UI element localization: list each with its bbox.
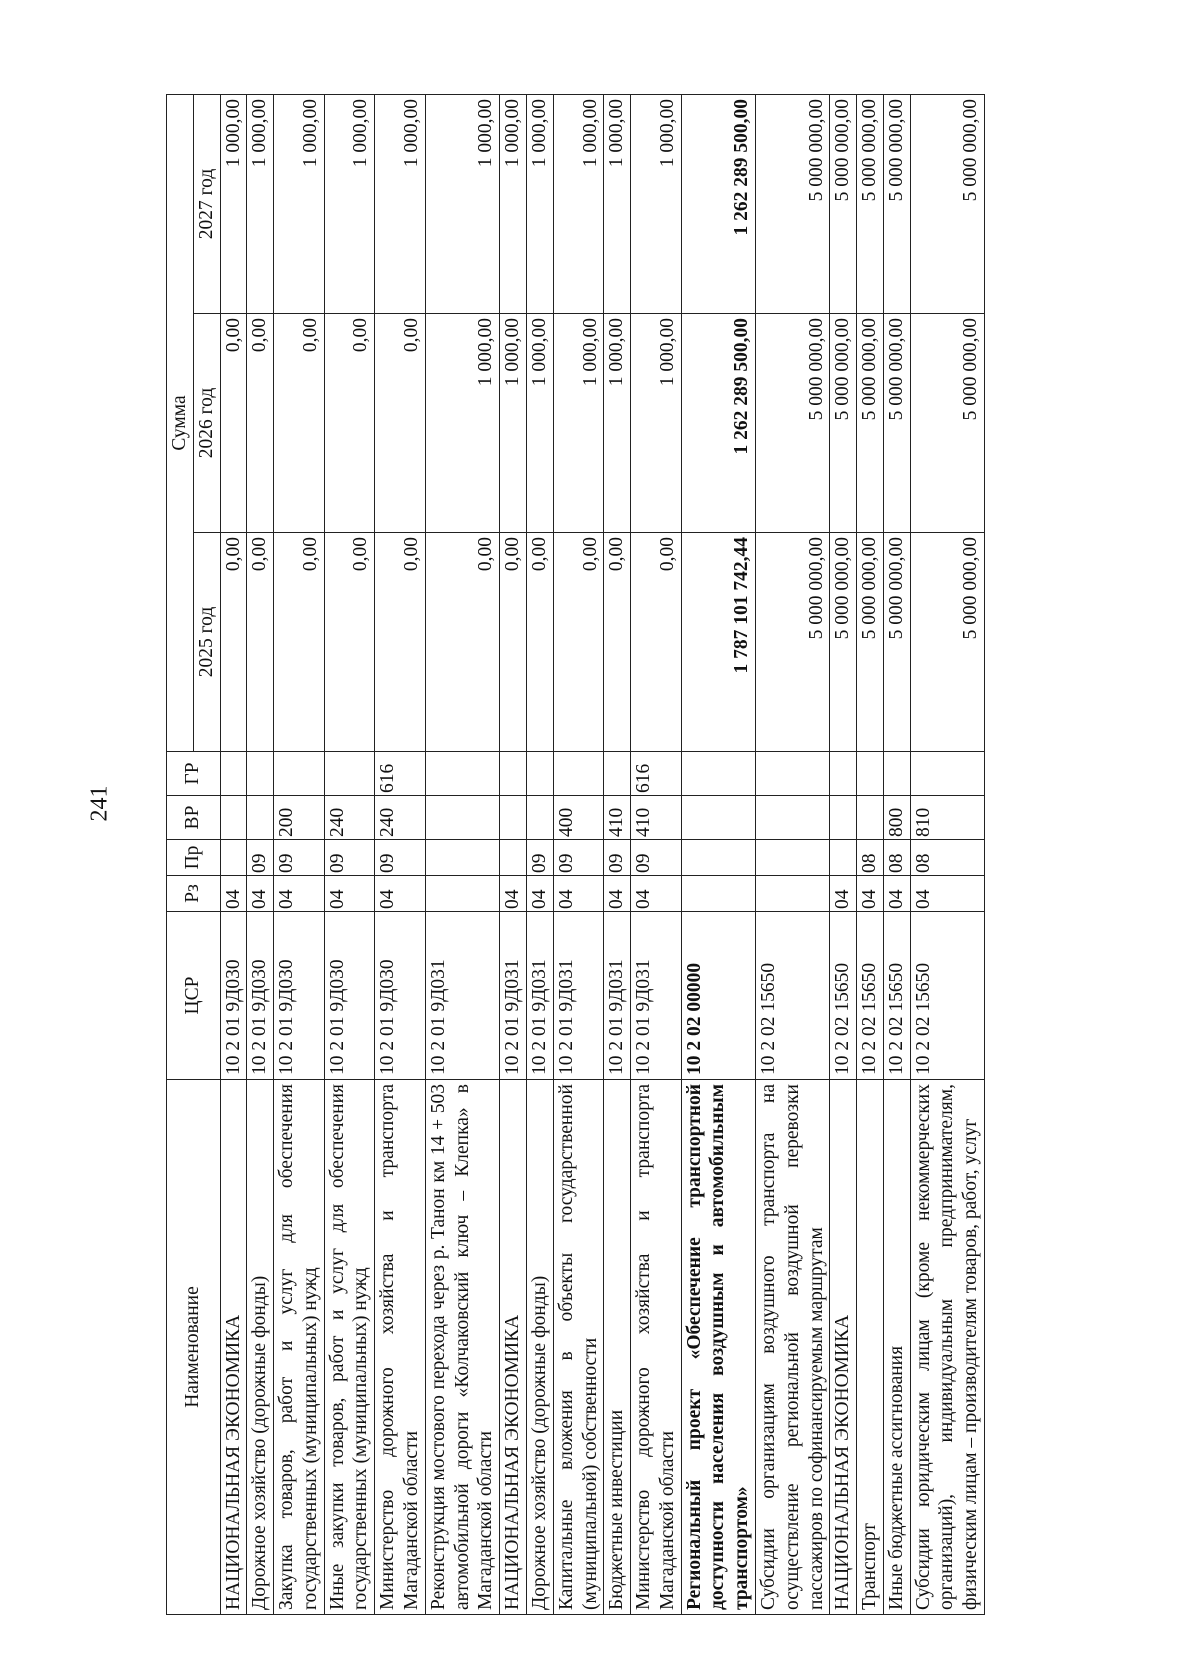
- cell-sum-2026: 5 000 000,00: [883, 314, 910, 533]
- cell-csr: 10 2 01 9Д031: [553, 912, 604, 1080]
- cell-sum-2025: 0,00: [220, 533, 247, 752]
- header-csr: ЦСР: [167, 912, 221, 1080]
- cell-sum-2025: 5 000 000,00: [883, 533, 910, 752]
- cell-name: Реконструкция мостового перехода через р. Танон км 14 + 503 автомобильной дороги «Колчаковский ключ – Клепка» в Магаданской области: [425, 1080, 499, 1615]
- cell-name: Субсидии организациям воздушного транспорта на осуществление региональной воздушной перевозки пассажиров по софинансируемым маршрутам: [755, 1080, 829, 1615]
- cell-gr: [274, 752, 325, 796]
- cell-sum-2025: 0,00: [425, 533, 499, 752]
- cell-sum-2026: 1 000,00: [631, 314, 682, 533]
- table-row: [274, 95, 325, 1615]
- table-row: [324, 95, 375, 1615]
- header-pr: Пр: [167, 840, 221, 876]
- cell-sum-2027: 5 000 000,00: [883, 95, 910, 314]
- cell-sum-2026: 5 000 000,00: [830, 314, 857, 533]
- cell-sum-2027: 1 000,00: [220, 95, 247, 314]
- cell-name: Закупка товаров, работ и услуг для обеспечения государственных (муниципальных) нужд: [274, 1080, 325, 1615]
- cell-pr: [220, 840, 247, 876]
- table-row: [375, 95, 426, 1615]
- cell-csr: 10 2 01 9Д031: [631, 912, 682, 1080]
- cell-rz: 04: [500, 876, 527, 912]
- cell-vr: 240: [324, 796, 375, 840]
- table-row: [220, 95, 247, 1615]
- cell-vr: 240: [375, 796, 426, 840]
- cell-csr: 10 2 01 9Д031: [526, 912, 553, 1080]
- cell-gr: [604, 752, 631, 796]
- cell-pr: 09: [553, 840, 604, 876]
- cell-rz: [425, 876, 499, 912]
- cell-rz: 04: [274, 876, 325, 912]
- header-sum: Сумма: [167, 95, 194, 752]
- cell-sum-2027: 5 000 000,00: [755, 95, 829, 314]
- cell-sum-2027: 1 000,00: [526, 95, 553, 314]
- cell-rz: 04: [604, 876, 631, 912]
- cell-pr: 09: [526, 840, 553, 876]
- cell-name: Министерство дорожного хозяйства и транспорта Магаданской области: [631, 1080, 682, 1615]
- cell-gr: [526, 752, 553, 796]
- cell-sum-2026: 1 000,00: [604, 314, 631, 533]
- cell-vr: 410: [604, 796, 631, 840]
- cell-name: Бюджетные инвестиции: [604, 1080, 631, 1615]
- cell-sum-2027: 1 000,00: [553, 95, 604, 314]
- cell-gr: [910, 752, 984, 796]
- cell-gr: [857, 752, 884, 796]
- cell-sum-2025: 0,00: [526, 533, 553, 752]
- cell-pr: [681, 840, 755, 876]
- cell-pr: 09: [604, 840, 631, 876]
- budget-table: [166, 94, 985, 1615]
- table-row: [830, 95, 857, 1615]
- cell-vr: 410: [631, 796, 682, 840]
- cell-rz: 04: [247, 876, 274, 912]
- cell-gr: [220, 752, 247, 796]
- header-name: Наименование: [167, 1080, 221, 1615]
- cell-name: НАЦИОНАЛЬНАЯ ЭКОНОМИКА: [220, 1080, 247, 1615]
- cell-rz: 04: [220, 876, 247, 912]
- cell-sum-2026: 1 000,00: [553, 314, 604, 533]
- cell-sum-2026: 0,00: [247, 314, 274, 533]
- cell-pr: 08: [910, 840, 984, 876]
- cell-csr: 10 2 02 00000: [681, 912, 755, 1080]
- cell-sum-2026: 5 000 000,00: [910, 314, 984, 533]
- cell-rz: 04: [910, 876, 984, 912]
- cell-sum-2027: 1 000,00: [631, 95, 682, 314]
- cell-sum-2027: 5 000 000,00: [857, 95, 884, 314]
- cell-vr: [681, 796, 755, 840]
- cell-pr: 09: [631, 840, 682, 876]
- cell-gr: [500, 752, 527, 796]
- table-row: [883, 95, 910, 1615]
- header-gr: ГР: [167, 752, 221, 796]
- cell-gr: [883, 752, 910, 796]
- cell-vr: [857, 796, 884, 840]
- cell-csr: 10 2 01 9Д030: [375, 912, 426, 1080]
- cell-sum-2027: 1 000,00: [500, 95, 527, 314]
- cell-gr: [681, 752, 755, 796]
- cell-gr: [324, 752, 375, 796]
- cell-sum-2026: 0,00: [324, 314, 375, 533]
- cell-pr: [830, 840, 857, 876]
- budget-table-rotated: [166, 95, 1056, 1615]
- cell-sum-2027: 5 000 000,00: [830, 95, 857, 314]
- cell-pr: [425, 840, 499, 876]
- cell-sum-2026: 0,00: [375, 314, 426, 533]
- cell-sum-2027: 1 000,00: [274, 95, 325, 314]
- cell-sum-2025: 5 000 000,00: [857, 533, 884, 752]
- header-year-2027: 2027 год: [193, 95, 220, 314]
- cell-name: Министерство дорожного хозяйства и транспорта Магаданской области: [375, 1080, 426, 1615]
- table-body: [220, 95, 984, 1615]
- cell-csr: 10 2 01 9Д031: [604, 912, 631, 1080]
- table-row: [500, 95, 527, 1615]
- cell-name: Дорожное хозяйство (дорожные фонды): [247, 1080, 274, 1615]
- cell-vr: [526, 796, 553, 840]
- cell-gr: [755, 752, 829, 796]
- cell-sum-2025: 0,00: [553, 533, 604, 752]
- cell-pr: [755, 840, 829, 876]
- cell-vr: 810: [910, 796, 984, 840]
- page-number: 241: [86, 785, 113, 822]
- cell-gr: [830, 752, 857, 796]
- cell-vr: 800: [883, 796, 910, 840]
- cell-rz: 04: [857, 876, 884, 912]
- cell-gr: 616: [631, 752, 682, 796]
- cell-pr: 09: [375, 840, 426, 876]
- cell-sum-2026: 1 262 289 500,00: [681, 314, 755, 533]
- cell-name: НАЦИОНАЛЬНАЯ ЭКОНОМИКА: [500, 1080, 527, 1615]
- table-row: [631, 95, 682, 1615]
- cell-name: Иные закупки товаров, работ и услуг для обеспечения государственных (муниципальных) нужд: [324, 1080, 375, 1615]
- cell-name: Транспорт: [857, 1080, 884, 1615]
- cell-name: Капитальные вложения в объекты государственной (муниципальной) собственности: [553, 1080, 604, 1615]
- cell-sum-2027: 1 000,00: [375, 95, 426, 314]
- cell-gr: [553, 752, 604, 796]
- table-row: [755, 95, 829, 1615]
- cell-gr: [425, 752, 499, 796]
- cell-csr: 10 2 02 15650: [830, 912, 857, 1080]
- cell-name: Иные бюджетные ассигнования: [883, 1080, 910, 1615]
- cell-pr: [500, 840, 527, 876]
- cell-vr: 200: [274, 796, 325, 840]
- cell-name: НАЦИОНАЛЬНАЯ ЭКОНОМИКА: [830, 1080, 857, 1615]
- table-row: [681, 95, 755, 1615]
- cell-sum-2027: 5 000 000,00: [910, 95, 984, 314]
- cell-sum-2027: 1 262 289 500,00: [681, 95, 755, 314]
- cell-sum-2025: 5 000 000,00: [910, 533, 984, 752]
- header-year-2025: 2025 год: [193, 533, 220, 752]
- cell-csr: 10 2 01 9Д030: [247, 912, 274, 1080]
- cell-sum-2025: 0,00: [247, 533, 274, 752]
- table-row: [857, 95, 884, 1615]
- cell-vr: [500, 796, 527, 840]
- cell-sum-2025: 0,00: [500, 533, 527, 752]
- header-year-2026: 2026 год: [193, 314, 220, 533]
- cell-pr: 09: [324, 840, 375, 876]
- cell-sum-2025: 0,00: [631, 533, 682, 752]
- cell-sum-2027: 1 000,00: [247, 95, 274, 314]
- cell-sum-2026: 1 000,00: [526, 314, 553, 533]
- cell-name: Субсидии юридическим лицам (кроме некоммерческих организаций), индивидуальным предпринимателям, физическим лицам – производителям товаров, работ, услуг: [910, 1080, 984, 1615]
- table-row: [526, 95, 553, 1615]
- cell-gr: [247, 752, 274, 796]
- cell-csr: 10 2 02 15650: [883, 912, 910, 1080]
- cell-vr: [830, 796, 857, 840]
- cell-sum-2025: 0,00: [604, 533, 631, 752]
- table-header: [167, 95, 221, 1615]
- cell-sum-2026: 5 000 000,00: [857, 314, 884, 533]
- cell-csr: 10 2 01 9Д031: [425, 912, 499, 1080]
- cell-name: Дорожное хозяйство (дорожные фонды): [526, 1080, 553, 1615]
- table-row: [247, 95, 274, 1615]
- cell-pr: 09: [247, 840, 274, 876]
- cell-sum-2026: 0,00: [274, 314, 325, 533]
- cell-csr: 10 2 02 15650: [910, 912, 984, 1080]
- cell-sum-2026: 5 000 000,00: [755, 314, 829, 533]
- cell-csr: 10 2 02 15650: [755, 912, 829, 1080]
- table-row: [425, 95, 499, 1615]
- cell-sum-2025: 0,00: [274, 533, 325, 752]
- cell-rz: 04: [631, 876, 682, 912]
- cell-pr: 08: [857, 840, 884, 876]
- cell-pr: 09: [274, 840, 325, 876]
- cell-sum-2027: 1 000,00: [425, 95, 499, 314]
- cell-sum-2027: 1 000,00: [324, 95, 375, 314]
- cell-gr: 616: [375, 752, 426, 796]
- cell-pr: 08: [883, 840, 910, 876]
- cell-sum-2025: 0,00: [324, 533, 375, 752]
- cell-name: Региональный проект «Обеспечение транспортной доступности населения воздушным и автомобильным транспортом»: [681, 1080, 755, 1615]
- cell-vr: [425, 796, 499, 840]
- cell-csr: 10 2 01 9Д030: [324, 912, 375, 1080]
- cell-vr: 400: [553, 796, 604, 840]
- cell-sum-2026: 1 000,00: [500, 314, 527, 533]
- cell-sum-2025: 5 000 000,00: [755, 533, 829, 752]
- table-row: [553, 95, 604, 1615]
- cell-vr: [220, 796, 247, 840]
- cell-rz: 04: [375, 876, 426, 912]
- cell-sum-2025: 5 000 000,00: [830, 533, 857, 752]
- cell-rz: 04: [883, 876, 910, 912]
- cell-sum-2025: 1 787 101 742,44: [681, 533, 755, 752]
- cell-rz: 04: [526, 876, 553, 912]
- cell-csr: 10 2 01 9Д030: [220, 912, 247, 1080]
- table-row: [604, 95, 631, 1615]
- cell-csr: 10 2 01 9Д030: [274, 912, 325, 1080]
- cell-csr: 10 2 02 15650: [857, 912, 884, 1080]
- cell-sum-2026: 1 000,00: [425, 314, 499, 533]
- cell-rz: [681, 876, 755, 912]
- cell-rz: 04: [830, 876, 857, 912]
- cell-sum-2026: 0,00: [220, 314, 247, 533]
- cell-sum-2027: 1 000,00: [604, 95, 631, 314]
- header-rz: Рз: [167, 876, 221, 912]
- header-vr: ВР: [167, 796, 221, 840]
- cell-sum-2025: 0,00: [375, 533, 426, 752]
- table-row: [910, 95, 984, 1615]
- cell-rz: 04: [324, 876, 375, 912]
- cell-rz: [755, 876, 829, 912]
- cell-rz: 04: [553, 876, 604, 912]
- cell-csr: 10 2 01 9Д031: [500, 912, 527, 1080]
- cell-vr: [247, 796, 274, 840]
- cell-vr: [755, 796, 829, 840]
